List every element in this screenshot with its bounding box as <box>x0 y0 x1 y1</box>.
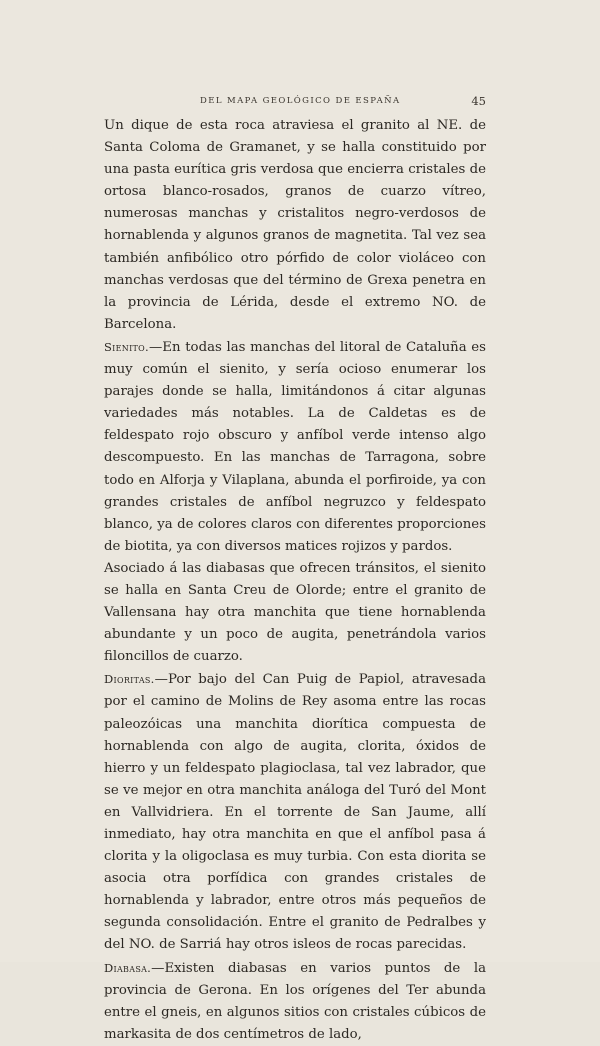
section-lead-dioritas: Dioritas. <box>104 672 155 687</box>
page-header <box>104 94 486 110</box>
section-lead-diabasa: Diabasa. <box>104 960 152 975</box>
paragraph-text: Asociado á las diabasas que ofrecen tránsitos, el sienito se halla en Santa Creu de Olorde; entre el granito de Vallensana hay otra manchita que tiene hornablenda abundante y un poco de augita, penetrándola varios filoncillos de cuarzo. <box>104 560 486 665</box>
paragraph-diabasa <box>104 957 486 1046</box>
section-lead-sienito: Sienito. <box>104 339 149 354</box>
paragraph-text: Un dique de esta roca atraviesa el granito al NE. de Santa Coloma de Gramanet, y se halla constituido por una pasta eurítica gris verdosa que encierra cristales de ortosa blanco-rosados, granos de cuarzo vítreo, numerosas manchas y cristalitos negro-verdosos de hornablenda y algunos granos de magnetita. Tal vez sea también anfibólico otro pórfido de color violáceo con manchas verdosas que del término de Grexa penetra en la provincia de Lérida, desde el extremo NO. de Barcelona. <box>104 118 486 332</box>
paragraph-text: —En todas las manchas del litoral de Cataluña es muy común el sienito, y sería ocioso enumerar los parajes donde se halla, limitándonos á citar algunas variedades más notables. La de Caldetas es de feldespato rojo obscuro y anfíbol verde intenso algo descompuesto. En las manchas de Tarragona, sobre todo en Alforja y Vilaplana, abunda el porfiroide, ya con grandes cristales de anfíbol negruzco y feldespato blanco, ya de colores claros con diferentes proporciones de biotita, ya con diversos matices rojizos y pardos. <box>104 339 486 554</box>
body-text <box>104 115 486 1046</box>
page-number: 45 <box>471 94 486 108</box>
paragraph-text: —Existen diabasas en varios puntos de la provincia de Gerona. En los orígenes del Ter abunda entre el gneis, en algunos sitios con cristales cúbicos de markasita de dos centímetros de lado, <box>104 960 486 1042</box>
paragraph-text: —Por bajo del Can Puig de Papiol, atravesada por el camino de Molins de Rey asoma entre las rocas paleozóicas una manchita diorítica compuesta de hornablenda con algo de augita, clorita, óxidos de hierro y un feldespato plagioclasa, tal vez labrador, que se ve mejor en otra manchita análoga del Turó del Mont en Vallvidriera. En el torrente de San Jaume, allí inmediato, hay otra manchita en que el anfíbol pasa á clorita y la oligoclasa es muy turbia. Con esta diorita se asocia otra porfídica con grandes cristales de hornablenda y labrador, entre otros más pequeños de segunda consolidación. Entre el granito de Pedralbes y del NO. de Sarriá hay otros isleos de rocas parecidas. <box>104 672 486 953</box>
paragraph-sienito <box>104 336 486 558</box>
paragraph-dioritas <box>104 668 486 956</box>
paragraph-asociado <box>104 558 486 668</box>
paragraph-dique <box>104 115 486 336</box>
running-head: DEL MAPA GEOLÓGICO DE ESPAÑA <box>200 96 401 106</box>
